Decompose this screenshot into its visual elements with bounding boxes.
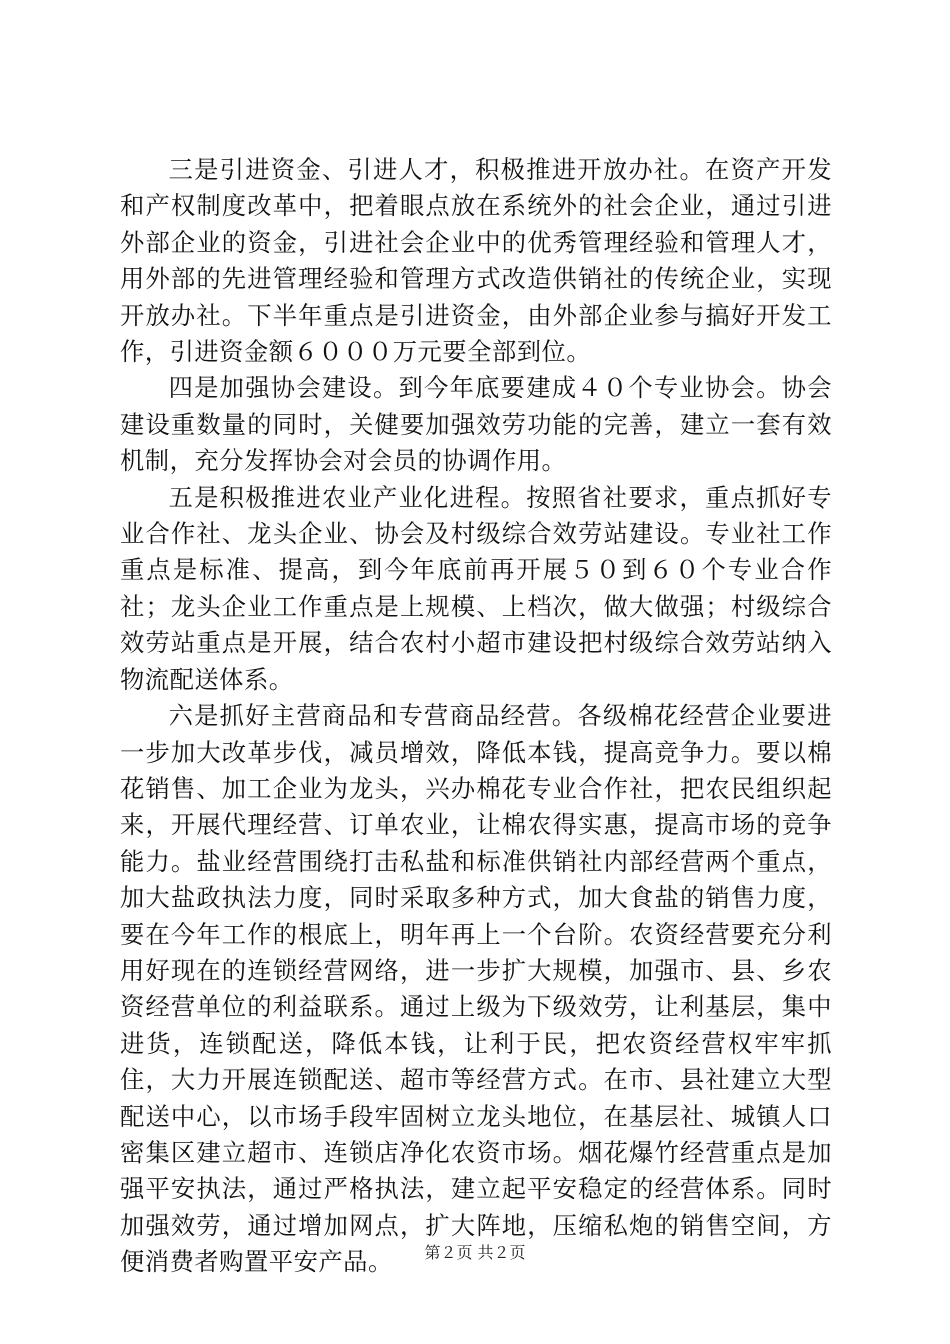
page-number-footer: 第２页 共２页: [424, 1243, 526, 1262]
document-body: [120, 152, 832, 1281]
paragraph-commodity-operation: 六是抓好主营商品和专营商品经营。各级棉花经营企业要进一步加大改革步伐，减员增效，降低本钱，提高竞争力。要以棉花销售、加工企业为龙头，兴办棉花专业合作社，把农民组织起来，开展代理经营、订单农业，让棉农得实惠，提高市场的竞争能力。盐业经营围绕打击私盐和标准供销社内部经营两个重点，加大盐政执法力度，同时采取多种方式，加大食盐的销售力度，要在今年工作的根底上，明年再上一个台阶。农资经营要充分利用好现在的连锁经营网络，进一步扩大规模，加强市、县、乡农资经营单位的利益联系。通过上级为下级效劳，让利基层，集中进货，连锁配送，降低本钱，让利于民，把农资经营权牢牢抓住，大力开展连锁配送、超市等经营方式。在市、县社建立大型配送中心，以市场手段牢固树立龙头地位，在基层社、城镇人口密集区建立超市、连锁店净化农资市场。烟花爆竹经营重点是加强平安执法，通过严格执法，建立起平安稳定的经营体系。同时加强效劳，通过增加网点，扩大阵地，压缩私炮的销售空间，方便消费者购置平安产品。: [120, 701, 832, 1277]
paragraph-capital-talent: 三是引进资金、引进人才，积极推进开放办社。在资产开发和产权制度改革中，把着眼点放在系统外的社会企业，通过引进外部企业的资金，引进社会企业中的优秀管理经验和管理人才，用外部的先进管理经验和管理方式改造供销社的传统企业，实现开放办社。下半年重点是引进资金，由外部企业参与搞好开发工作，引进资金额６０００万元要全部到位。: [120, 155, 832, 367]
paragraph-industrialization: 五是积极推进农业产业化进程。按照省社要求，重点抓好专业合作社、龙头企业、协会及村级综合效劳站建设。专业社工作重点是标准、提高，到今年底前再开展５０到６０个专业合作社；龙头企业工作重点是上规模、上档次，做大做强；村级综合效劳站重点是开展，结合农村小超市建设把村级综合效劳站纳入物流配送体系。: [120, 482, 832, 694]
paragraph-association: 四是加强协会建设。到今年底要建成４０个专业协会。协会建设重数量的同时，关健要加强效劳功能的完善，建立一套有效机制，充分发挥协会对会员的协调作用。: [120, 373, 832, 476]
